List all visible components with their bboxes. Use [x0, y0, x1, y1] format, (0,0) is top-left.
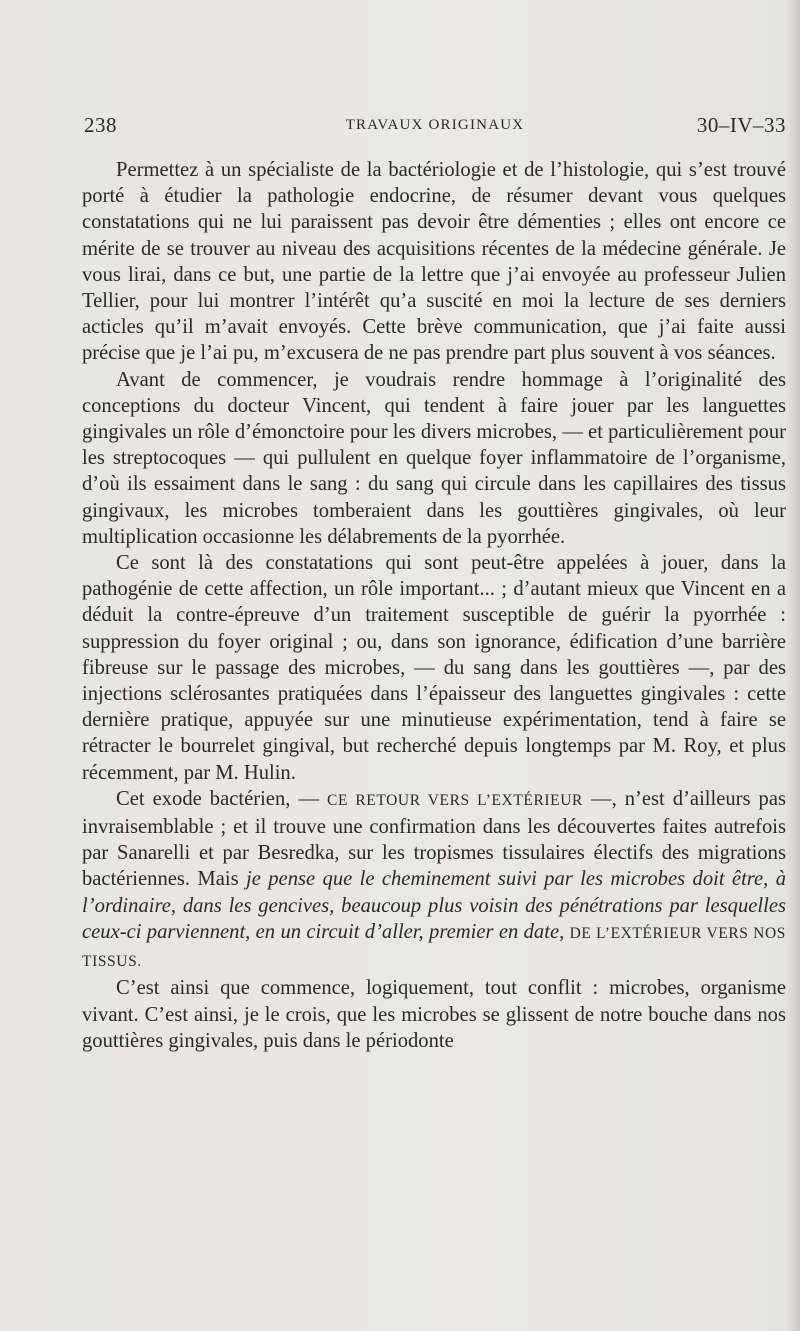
paragraph	[82, 550, 786, 786]
italic-text: je pense que le cheminement suivi par les microbes doit être, à l’ordinaire, dans les gencives, beaucoup plus voisin des pénétrations par lesquelles ceux-ci parviennent, en un circuit d’aller, premier en date,	[82, 868, 787, 943]
small-caps-text: CE RETOUR VERS L’EXTÉRIEUR	[327, 791, 583, 809]
paragraph	[82, 786, 786, 975]
page-number: 238	[84, 113, 117, 137]
small-caps-text: DE L’EXTÉRIEUR VERS NOS TISSUS.	[82, 924, 786, 971]
issue-date: 30–IV–33	[696, 113, 786, 137]
running-title: TRAVAUX ORIGINAUX	[345, 117, 525, 133]
article-body	[82, 157, 786, 1054]
text-segment: Ce sont là des constatations qui sont peut-être appelées à jouer, dans la pathogénie de cette affection, un rôle important... ; d’autant mieux que Vincent en a déduit la contre-épreuve d’un traitement susceptible de guérir la pyorrhée : suppression du foyer original ; ou, dans son ignorance, édification d’une barrière fibreuse sur le passage des microbes, — du sang dans les gouttières —, par des injections sclérosantes pratiquées dans l’épaisseur des languettes gingivales : cette dernière pratique, appuyée sur une minutieuse expérimentation, tend à faire se rétracter le bourrelet gingival, but recherché depuis longtemps par M. Roy, et plus récemment, par M. Hulin.	[82, 552, 786, 784]
text-segment: C’est ainsi que commence, logiquement, tout conflit : microbes, organisme vivant. C’est ainsi, je le crois, que les microbes se glissent de notre bouche dans nos gouttières gingivales, puis dans le périodonte	[82, 977, 786, 1052]
paragraph	[82, 157, 786, 367]
paragraph	[82, 367, 786, 550]
paragraph	[82, 975, 786, 1054]
page-edge-shadow	[786, 0, 800, 1331]
text-segment: —, n’est d’ailleurs pas invraisemblable ; et il trouve une confirmation dans les découvertes faites autrefois par Sanarelli et par Besredka, sur les tropismes tissulaires électifs des migrations bactériennes. Mais	[82, 787, 787, 891]
text-segment: Permettez à un spécialiste de la bactériologie et de l’histologie, qui s’est trouvé porté à étudier la pathologie endocrine, de résumer devant vous quelques constatations qui ne lui paraissent pas devoir être démenties ; elles ont encore ce mérite de se trouver au niveau des acquisitions récentes de la médecine générale. Je vous lirai, dans ce but, une partie de la lettre que j’ai envoyée au professeur Julien Tellier, pour lui montrer l’intérêt qu’a suscité en moi la lecture de ses derniers acticles qu’il m’avait envoyés. Cette brève communication, que j’ai faite aussi précise que je l’ai pu, m’excusera de ne pas prendre part plus souvent à vos séances.	[82, 159, 786, 365]
text-segment: Avant de commencer, je voudrais rendre hommage à l’originalité des conceptions du docteur Vincent, qui tendent à faire jouer par les languettes gingivales un rôle d’émonctoire pour les divers microbes, — et particulièrement pour les streptocoques — qui pullulent en quelque foyer inflammatoire de l’organisme, d’où ils essaiment dans le sang : du sang qui circule dans les capillaires des tissus gingivaux, les microbes tomberaient dans les gouttières gingivales, où leur multiplication occasionne les délabrements de la pyorrhée.	[82, 368, 786, 548]
text-segment: Cet exode bactérien, —	[116, 787, 327, 810]
running-header	[84, 113, 786, 141]
